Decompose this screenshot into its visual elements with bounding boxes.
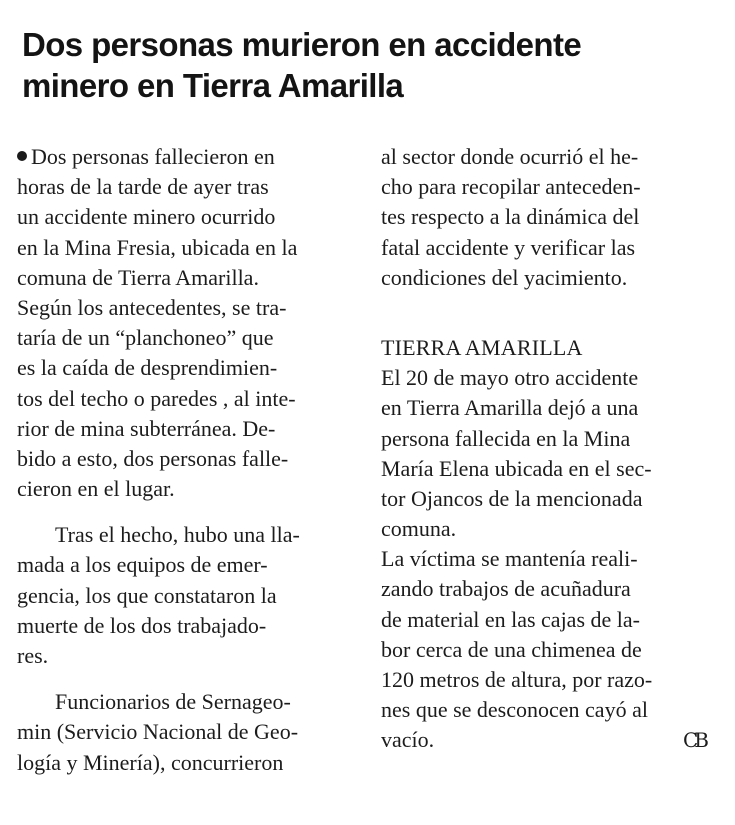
paragraph-5 [381,363,713,544]
text-line: logía y Minería), concurrieron [17,749,284,775]
text-line: tor Ojancos de la mencionada [381,485,643,511]
text-line: persona fallecida en la Mina [381,425,631,451]
text-line: en la Mina Fresia, ubicada en la [17,234,298,260]
text-line: bor cerca de una chimenea de [381,636,642,662]
text-line: cho para recopilar anteceden- [381,174,641,200]
text-line: zando trabajos de acuñadura [381,576,631,602]
text-line: condiciones del yacimiento. [381,264,628,290]
paragraph-4 [381,142,713,293]
text-line: en Tierra Amarilla dejó a una [381,395,639,421]
section-gap [381,293,713,333]
text-line: taría de un “planchoneo” que [17,325,274,351]
text-line: muerte de los dos trabajado- [17,612,267,638]
paragraph-gap [17,671,352,687]
text-line: María Elena ubicada en el sec- [381,455,652,481]
bullet-icon [17,151,27,161]
text-line: Dos personas fallecieron en [17,142,352,172]
text-line: bido a esto, dos personas falle- [17,445,289,471]
text-line: El 20 de mayo otro accidente [381,365,639,391]
text-line: nes que se desconocen cayó al [381,697,648,723]
headline-line-1: Dos personas murieron en accidente [22,26,582,63]
text-line: Tras el hecho, hubo una lla- [55,522,300,548]
text-line: comuna. [381,516,457,542]
text-line: fatal accidente y verificar las [381,234,636,260]
text-line: mada a los equipos de emer- [17,552,268,578]
paragraph-1 [17,142,352,504]
text-line: res. [17,643,49,668]
paragraph-2 [17,520,352,671]
headline [22,24,712,106]
text-line: gencia, los que constataron la [17,582,277,608]
paragraph-gap [17,504,352,520]
text-line: La víctima se mantenía reali- [381,546,638,572]
text-line: de material en las cajas de la- [381,606,640,632]
article-column-left [17,142,352,778]
paragraph-3 [17,687,352,778]
text-line: horas de la tarde de ayer tras [17,174,269,200]
text-line: 120 metros de altura, por razo- [381,667,653,692]
text-line: cieron en el lugar. [17,476,175,502]
text-line: es la caída de desprendimien- [17,355,278,381]
paragraph-6 [381,544,713,755]
headline-line-2: minero en Tierra Amarilla [22,67,404,104]
text-line: tos del techo o paredes , al inte- [17,385,296,411]
text-line: un accidente minero ocurrido [17,204,276,230]
text-line: min (Servicio Nacional de Geo- [17,719,299,745]
section-subhead: TIERRA AMARILLA [381,334,583,360]
text-line: rior de mina subterránea. De- [17,415,276,441]
text-line: Según los antecedentes, se tra- [17,294,287,320]
text-line: vacío. CB [381,725,713,755]
end-mark-icon: CB [683,728,705,753]
text-line: al sector donde ocurrió el he- [381,144,639,169]
article-column-right [381,142,713,756]
text-line: tes respecto a la dinámica del [381,204,640,230]
text-line: Funcionarios de Sernageo- [55,689,291,715]
text-line: comuna de Tierra Amarilla. [17,264,259,290]
